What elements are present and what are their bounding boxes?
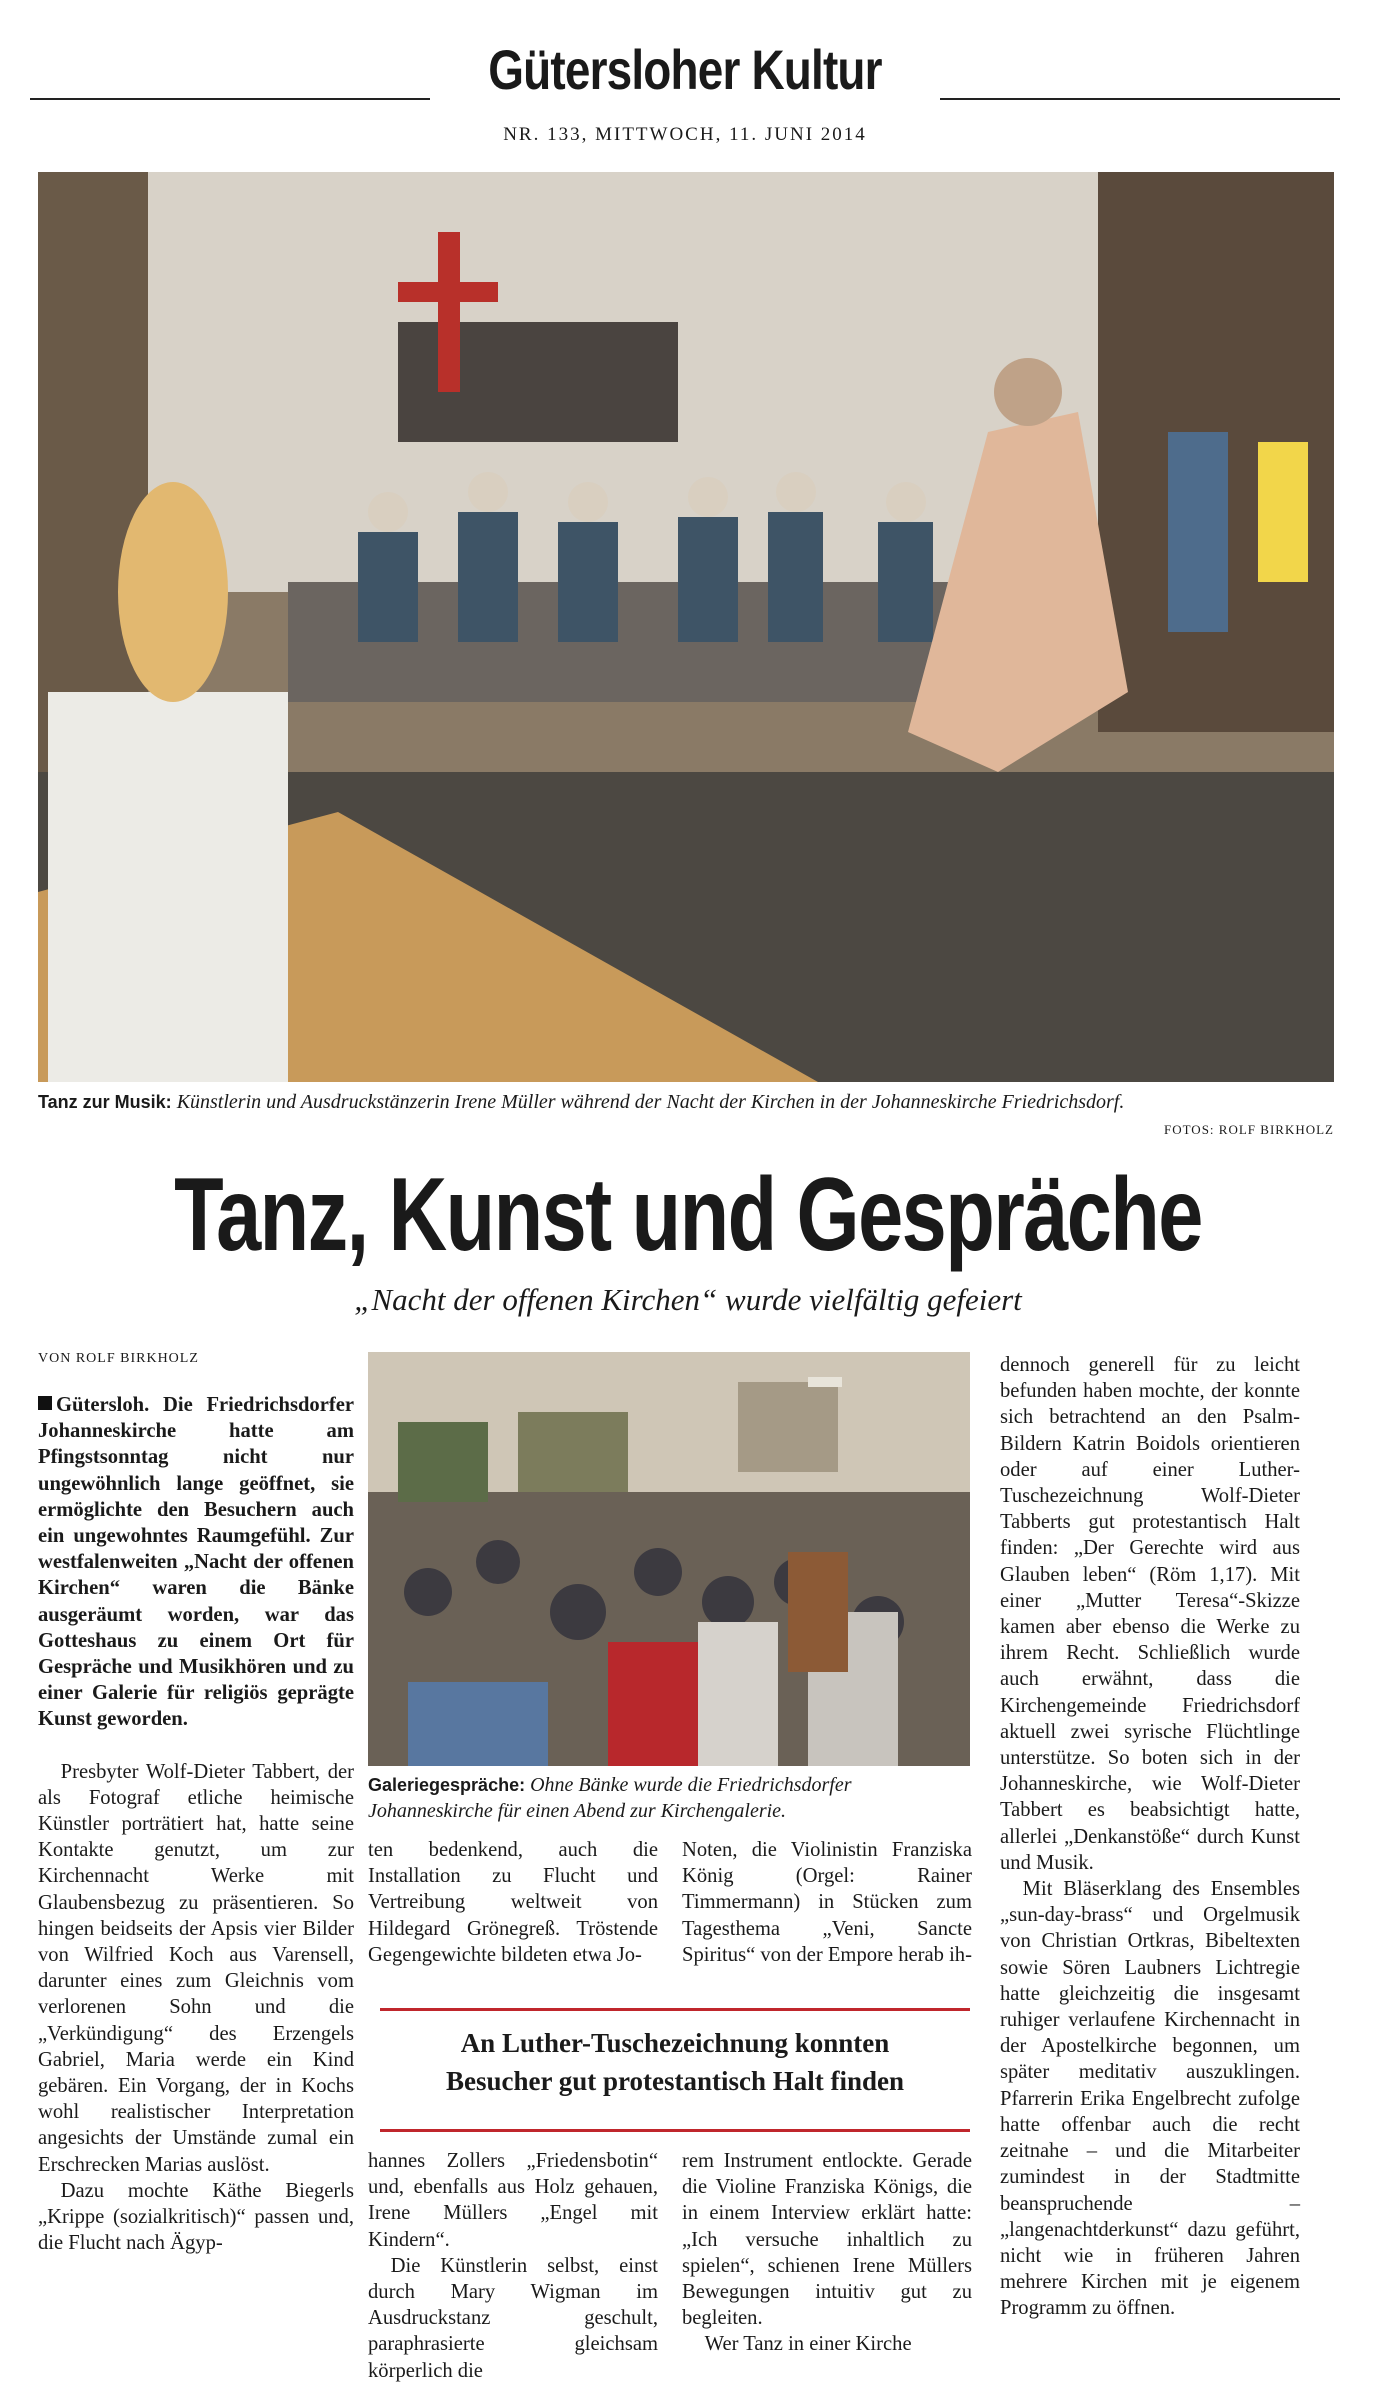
column-3-top	[682, 1837, 972, 1968]
col2-top-paragraph: ten bedenkend, auch die Installation zu Flucht und Vertreibung weltweit von Hildegard Grönegreß. Tröstende Gegengewichte bildeten etwa Jo-	[368, 1839, 658, 1966]
gallery-photo-caption	[368, 1772, 970, 1824]
pull-quote-top-rule	[380, 2008, 970, 2011]
photo-credit: FOTOS: ROLF BIRKHOLZ	[1163, 1122, 1334, 1137]
lead-paragraph	[38, 1392, 354, 1733]
col2-bottom-paragraph-1: hannes Zollers „Friedensbotin“ und, ebenfalls aus Holz gehauen, Irene Müllers „Engel mit Kindern“.	[368, 2150, 658, 2251]
gallery-photo	[368, 1352, 970, 1766]
column-1	[38, 1392, 354, 2257]
col4-paragraph-1: dennoch generell für zu leicht befunden haben mochte, der konnte sich betrachtend an den Psalm-Bildern Katrin Boidols orientieren oder auf einer Luther-Tuschezeichnung Wolf-Dieter Tabberts gut protestantisch Halt finden: „Der Gerechte wird aus Glauben leben“ (Röm 1,17). Mit einer „Mutter Teresa“-Skizze kamen aber ebenso die Werke zu ihrem Recht. Schließlich wurde auch erwähnt, dass die Kirchengemeinde Friedrichsdorf aktuell zwei syrische Flüchtlinge unterstütze. So boten sich in der Johanneskirche, wie Wolf-Dieter Tabbert es beabsichtigt hatte, allerlei „Denkanstöße“ durch Kunst und Musik.	[1000, 1354, 1300, 1874]
col3-bottom-paragraph-1: rem Instrument entlockte. Gerade die Violine Franziska Königs, die in einem Interview erklärt hatte: „Ich versuche inhaltlich zu spielen“, schienen Irene Müllers Bewegungen intuitiv gut zu begleiten.	[682, 2150, 972, 2330]
main-photo-image	[38, 172, 1334, 1082]
gallery-photo-caption-text: Ohne Bänke wurde die Friedrichsdorfer Johanneskirche für einen Abend zur Kirchengalerie.	[368, 1774, 852, 1822]
pull-quote-line-2: Besucher gut protestantisch Halt finden	[445, 2066, 905, 2096]
headline: Tanz, Kunst und Gespräche	[174, 1157, 1202, 1273]
byline: VON ROLF BIRKHOLZ	[38, 1351, 199, 1366]
col3-top-paragraph: Noten, die Violinistin Franziska König (Orgel: Rainer Timmermann) in Stücken zum Tagesthema „Veni, Sancte Spiritus“ von der Empore herab ih-	[682, 1839, 972, 1966]
pull-quote-line-1: An Luther-Tuschezeichnung konnten	[460, 2028, 890, 2058]
subhead: „Nacht der offenen Kirchen“ wurde vielfältig gefeiert	[354, 1282, 1022, 1317]
section-title: Gütersloher Kultur	[488, 38, 882, 101]
issue-line: NR. 133, MITTWOCH, 11. JUNI 2014	[503, 124, 867, 145]
column-4	[1000, 1352, 1300, 2322]
column-2-top	[368, 1837, 658, 1968]
main-photo-dancer	[38, 172, 1334, 1082]
headline-wrapper	[0, 1145, 1376, 1285]
gallery-photo-image	[368, 1352, 970, 1766]
column-2-bottom	[368, 2148, 658, 2384]
col3-bottom-paragraph-2: Wer Tanz in einer Kirche	[704, 2333, 912, 2356]
column-3-bottom	[682, 2148, 972, 2358]
col2-bottom-paragraph-2: Die Künstlerin selbst, einst durch Mary Wigman im Ausdruckstanz geschult, paraphrasierte gleichsam körperlich die	[368, 2254, 658, 2382]
main-photo-caption-text: Künstlerin und Ausdruckstänzerin Irene Müller während der Nacht der Kirchen in der Johanneskirche Friedrichsdorf.	[176, 1091, 1125, 1113]
col1-paragraph-2: Dazu mochte Käthe Biegerls „Krippe (sozialkritisch)“ passen und, die Flucht nach Ägyp-	[38, 2179, 354, 2255]
gallery-photo-caption-label: Galeriegespräche:	[368, 1775, 526, 1795]
main-photo-caption-label: Tanz zur Musik:	[38, 1092, 172, 1112]
pull-quote	[380, 2008, 970, 2132]
lead-text: Gütersloh. Die Friedrichsdorfer Johanneskirche hatte am Pfingstsonntag nicht nur ungewöhnlich lange geöffnet, sie ermöglichte den Besuchern auch ein ungewohntes Raumgefühl. Zur westfalenweiten „Nacht der offenen Kirchen“ waren die Bänke ausgeräumt worden, war das Gotteshaus zu einem Ort für Gespräche und Musikhören und zu einer Galerie für religiös geprägte Kunst geworden.	[38, 1394, 354, 1731]
col1-paragraph-1: Presbyter Wolf-Dieter Tabbert, der als Fotograf etliche heimische Künstler porträtiert hat, hatte seine Kontakte genutzt, um zur Kirchennacht Werke mit Glaubensbezug zu präsentieren. So hingen beidseits der Apsis vier Bilder von Wilfried Koch aus Varensell, darunter eines zum Gleichnis vom verlorenen Sohn und die „Verkündigung“ des Erzengels Gabriel, Maria werde ein Kind gebären. Ein Vorgang, der in Kochs wohl realistischer Interpretation angesichts der Umstände zumal ein Erschrecken Marias auslöst.	[38, 1760, 354, 2176]
pull-quote-bottom-rule	[380, 2129, 970, 2132]
col4-paragraph-2: Mit Bläserklang des Ensembles „sun-day-brass“ und Orgelmusik von Christian Ortkras, Bibeltexten sowie Sören Laubners Lichtregie hatte gleichzeitig die insgesamt ruhiger verlaufene Kirchennacht in der Apostelkirche begonnen, um später meditativ auszuklingen. Pfarrerin Erika Engelbrecht zufolge hatte offenbar auch die recht zeitnahe – und die Mitarbeiter zumindest in der Stadtmitte beanspruchende – „langenachtderkunst“ dazu geführt, nicht wie in früheren Jahren mehrere Kirchen mit je eigenem Programm zu öffnen.	[1000, 1878, 1300, 2320]
main-photo-caption	[38, 1090, 1334, 1115]
masthead	[30, 30, 1340, 145]
lead-square-icon	[38, 1396, 52, 1410]
